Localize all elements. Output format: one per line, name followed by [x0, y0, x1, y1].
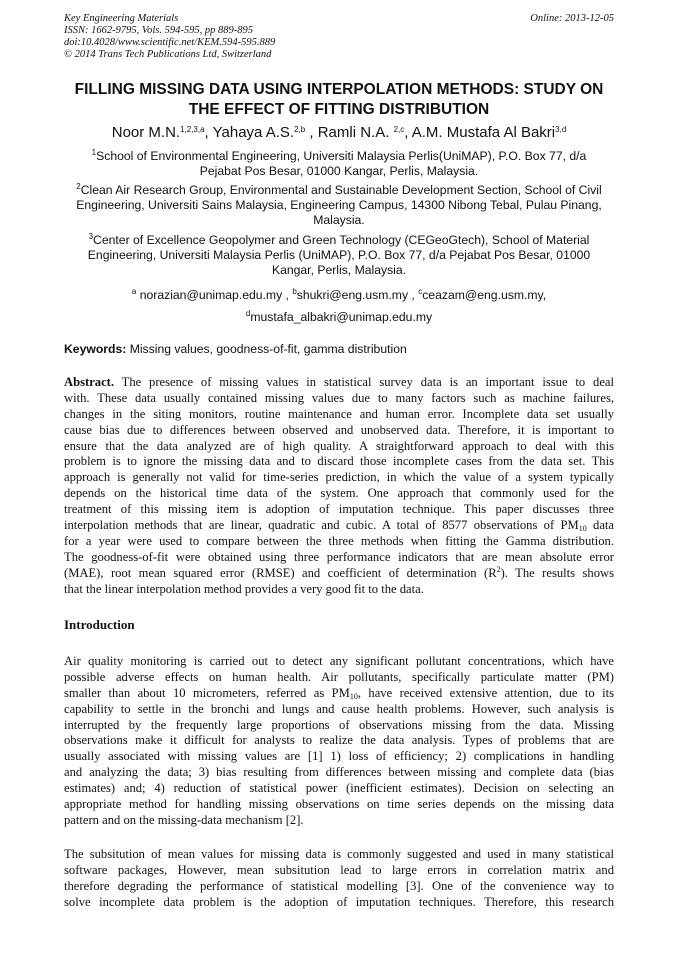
- text-line: [64, 895, 614, 911]
- text-line: [64, 439, 614, 455]
- keywords-label: Keywords:: [64, 342, 127, 356]
- text-line: [64, 566, 614, 582]
- issn: ISSN: 1662-9795, Vols. 594-595, pp 889-895: [64, 25, 253, 36]
- text-run: interrupted by the frequently large proportions of observations missing from the data. Missing: [64, 717, 614, 732]
- text-run: therefore degrading the performance of statistical modelling [3]. One of the convenience way to: [64, 878, 614, 893]
- abstract: [64, 375, 614, 597]
- text-run: ensure that the data analyzed are of high quality. A straightforward approach to deal with this: [64, 438, 614, 453]
- text-run: data: [586, 518, 615, 533]
- text-run: usually associated with missing values are [1] 1) loss of efficiency; 2) complications in handling: [64, 749, 614, 764]
- text-line: [64, 391, 614, 407]
- text-line: [64, 863, 614, 879]
- title-line: THE EFFECT OF FITTING DISTRIBUTION: [188, 101, 490, 118]
- text-run: treatment of this missing item is adoption of imputation technique. This paper discusses three: [64, 502, 614, 517]
- email-list: $^a$ norazian@unimap.edu.my , $^b$shukri@eng.usm.my , $^c$ceazam@eng.usm.my, $^d$mustafa_albakri@unimap.edu.my: [131, 287, 547, 324]
- author: Yahaya A.S.$^{2,b}$ ,: [212, 124, 318, 141]
- author-list: [40, 124, 638, 141]
- text-line: [64, 733, 614, 749]
- author: Noor M.N.$^{1,2,3,a}$,: [111, 124, 213, 141]
- text-run: The subsitution of mean values for missing data is commonly suggested and used in many statistical: [64, 847, 614, 861]
- text-line: [64, 702, 614, 718]
- affiliation-1: $^1$School of Environmental Engineering, Universiti Malaysia Perlis(UniMAP), P.O. Box 77, d/a Pejabat Pos Besar, 01000 Kangar, Perlis, Malaysia.: [91, 148, 587, 178]
- text-line: [64, 813, 614, 829]
- text-run: that the linear interpolation method provides a very good fit to the data.: [64, 581, 424, 596]
- text-run: interpolation methods that are linear, quadratic and cubic. A total of 8577 observations of PM: [64, 518, 579, 533]
- text-run: changes in the siting monitors, routine maintenance and human error. Incomplete data set usually: [64, 406, 614, 421]
- text-run: The goodness-of-fit were obtained using three performance indicators that are mean absolute error: [64, 549, 614, 564]
- paper-title: [40, 80, 638, 120]
- text-line: [64, 550, 614, 566]
- text-line: [64, 654, 614, 670]
- text-line: [64, 518, 614, 534]
- text-line: [64, 847, 614, 863]
- author: A.M. Mustafa Al Bakri$^{3,d}$: [411, 124, 567, 141]
- doi: doi:10.4028/www.scientific.net/KEM.594-595.889: [64, 37, 276, 48]
- text-run: (MAE), root mean squared error (RMSE) and coefficient of determination (R: [64, 565, 497, 580]
- author: Ramli N.A. $^{2,c}$,: [317, 124, 412, 141]
- text-line: [64, 470, 614, 486]
- text-run: pattern and on the missing-data mechanism [2].: [64, 812, 304, 827]
- text-line: [64, 670, 614, 686]
- text-line: [64, 879, 614, 895]
- section-heading-introduction: Introduction: [64, 617, 135, 632]
- subscript: 10: [349, 691, 358, 701]
- text-run: , have received extensive attention, due to its: [357, 685, 614, 700]
- text-line: [64, 686, 614, 702]
- text-line: [64, 423, 614, 439]
- journal-header: [64, 13, 275, 61]
- text-run: depends on the historical time data of the system. One approach that commonly used for the: [64, 486, 614, 501]
- text-run: possible adverse effects on human health. Air pollutants, specifically particulate matter (PM): [64, 669, 614, 684]
- text-run: software packages, However, mean subsitution lead to large errors in correlation matrix and: [64, 862, 614, 877]
- text-line: [64, 486, 614, 502]
- text-line: [64, 749, 614, 765]
- email-link[interactable]: mustafa_albakri@unimap.edu.my: [250, 310, 433, 324]
- text-run: Air quality monitoring is carried out to detect any significant pollutant concentrations, which have: [64, 654, 614, 668]
- text-line: [64, 781, 614, 797]
- introduction-paragraph: [64, 654, 614, 829]
- text-line: [64, 765, 614, 781]
- text-line: [64, 718, 614, 734]
- text-line: [64, 375, 614, 391]
- text-run: and analyzing the data; 3) bias resulting from differences between missing and complete data (bias: [64, 765, 614, 780]
- email-link[interactable]: norazian@unimap.edu.my ,: [136, 288, 293, 302]
- text-run: for a year were used to compare between the three methods when fitting the Gamma distribution.: [64, 533, 614, 548]
- affiliation-3: $^3$Center of Excellence Geopolymer and Green Technology (CEGeoGtech), School of Material Engineering, Universiti Malaysia Perlis (UniMAP), P.O. Box 77, d/a Pejabat Pos Besar, 01000 Kangar, Perlis, Malaysia.: [87, 232, 591, 277]
- text-run: The presence of missing values in statistical survey data is an important issue to deal: [114, 375, 614, 389]
- text-run: problem is to ignore the missing data and to discard those incomplete cases from the data set. This: [64, 454, 614, 469]
- introduction-paragraph: [64, 847, 614, 911]
- text-run: appropriate method for handling missing observations on time series depends on the missing data: [64, 797, 614, 812]
- text-run: smaller than about 10 micrometers, referred as PM: [64, 685, 350, 700]
- copyright: © 2014 Trans Tech Publications Ltd, Switzerland: [64, 49, 272, 60]
- online-date: Online: 2013-12-05: [530, 13, 614, 24]
- text-run: cause bias due to differences between observed and unobserved data. Therefore, it is important to: [64, 422, 614, 437]
- text-line: [64, 582, 614, 598]
- text-run: ). The results shows: [500, 565, 614, 580]
- email-link[interactable]: ceazam@eng.usm.my,: [422, 288, 547, 302]
- text-line: [64, 797, 614, 813]
- title-line: FILLING MISSING DATA USING INTERPOLATION METHODS: STUDY ON: [74, 81, 604, 98]
- journal-name: Key Engineering Materials: [64, 13, 179, 24]
- text-run: solve incomplete data problem is the adoption of imputation techniques. Therefore, this research: [64, 894, 614, 909]
- keywords: Keywords: Missing values, goodness-of-fit, gamma distribution: [64, 342, 407, 356]
- email-link[interactable]: shukri@eng.usm.my ,: [296, 288, 419, 302]
- text-line: [64, 502, 614, 518]
- text-run: observations make it difficult for analysts to realize the data analysis. Types of problems that are: [64, 733, 614, 748]
- text-run: estimates) and; 4) reduction of statistical power (inefficient estimates). Decision on selecting an: [64, 781, 614, 796]
- subscript: 10: [578, 524, 587, 534]
- affiliation-2: $^2$Clean Air Research Group, Environmental and Sustainable Development Section, School of Civil Engineering, Universiti Sains Malaysia, Engineering Campus, 14300 Nibong Tebal, Pulau Pinang, Malaysia.: [76, 182, 602, 227]
- text-line: [64, 454, 614, 470]
- supscript: 2: [496, 564, 501, 574]
- text-line: [64, 534, 614, 550]
- text-run: approach is generally not valid for time-series prediction, in which the value of a system typically: [64, 470, 614, 485]
- text-run: with. These data usually contained missing values due to many factors such as machine failures,: [64, 390, 614, 405]
- text-run: capability to settle in the bronchi and lungs and cause health problems. However, such analysis is: [64, 701, 614, 716]
- abstract-label: Abstract.: [64, 375, 115, 389]
- text-line: [64, 407, 614, 423]
